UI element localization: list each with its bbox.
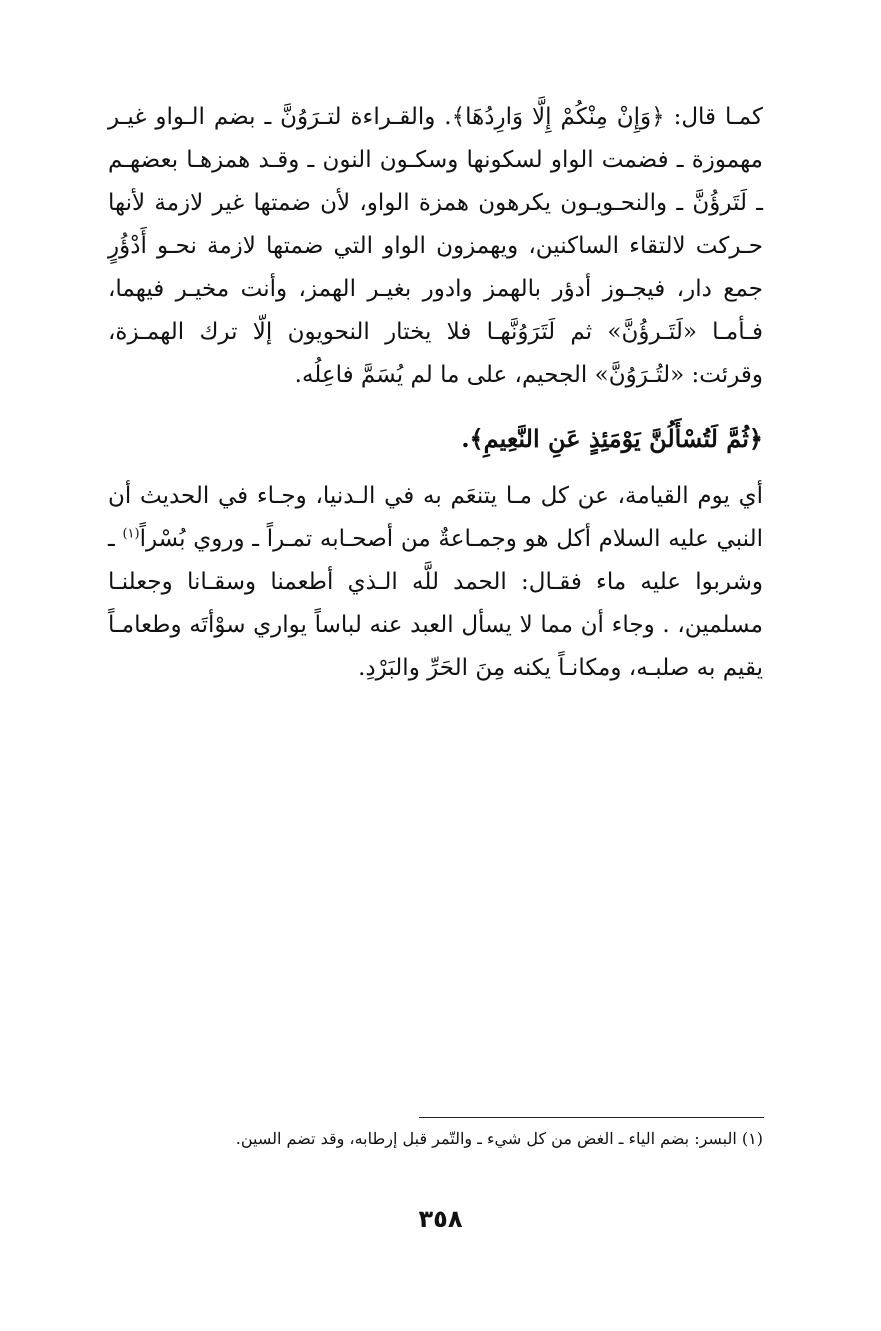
main-text bbox=[108, 96, 763, 690]
footnote-reference: (١) bbox=[122, 526, 140, 542]
paragraph-2-part-1: أي يوم القيامة، عن كل مـا يتنعَم به في الـدنيا، وجـاء في الحديث أن النبي عليه السلام أكل هو وجمـاعةٌ من أصحـابه تمـراً ـ وروي بُسْراً bbox=[108, 483, 763, 552]
paragraph-2 bbox=[108, 475, 763, 690]
paragraph-1 bbox=[108, 96, 763, 397]
paragraph-2-part-2: ـ وشربوا عليه ماء فقـال: الحمد للَّه الـذي أطعمنا وسقـانا وجعلنـا مسلمين، . وجاء أن مما لا يسأل العبد عنه لباساً يواري سوْأتَه وطعامـاً يقيم به صلبـه، ومكانـاً يكنه مِنَ الحَرِّ والبَرْدِ. bbox=[108, 526, 763, 681]
quran-verse: ﴿ثُمَّ لَتُسْأَلُنَّ يَوْمَئِذٍ عَنِ النَّعِيمِ﴾. bbox=[461, 424, 763, 453]
paragraph-2-text bbox=[108, 475, 763, 690]
footnote-divider bbox=[419, 1117, 764, 1118]
paragraph-1-text: كمـا قال: ﴿وَإِنْ مِنْكُمْ إِلَّا وَارِدُهَا﴾. والقـراءة لتـرَوُنَّ ـ بضم الـواو غيـر مهموزة ـ فضمت الواو لسكونها وسكـون النون ـ وقـد همزهـا بعضهـم ـ لَتَرؤُنَّ ـ والنحـويـون يكرهون همزة الواو، لأن ضمتها غير لازمة لأنها حـركت لالتقاء الساكنين، ويهمزون الواو التي ضمتها لازمة نحـو أَدْؤُرٍ جمع دار، فيجـوز أدؤر بالهمز وادور بغيـر الهمز، وأنت مخيـر فيهما، فـأمـا «لَتَـرؤُنَّ» ثم لَتَرَوُنَّهـا فلا يختار النحويون إلّا ترك الهمـزة، وقرئت: «لتُـرَوُنَّ» الجحيم، على ما لم يُسَمَّ فاعِلُه. bbox=[108, 104, 763, 388]
page-number: ٣٥٨ bbox=[418, 1205, 463, 1233]
footnote: (١) البسر: بضم الياء ـ الغض من كل شيء ـ والتّمر قبل إرطابه، وقد تضم السين. bbox=[235, 1129, 763, 1148]
